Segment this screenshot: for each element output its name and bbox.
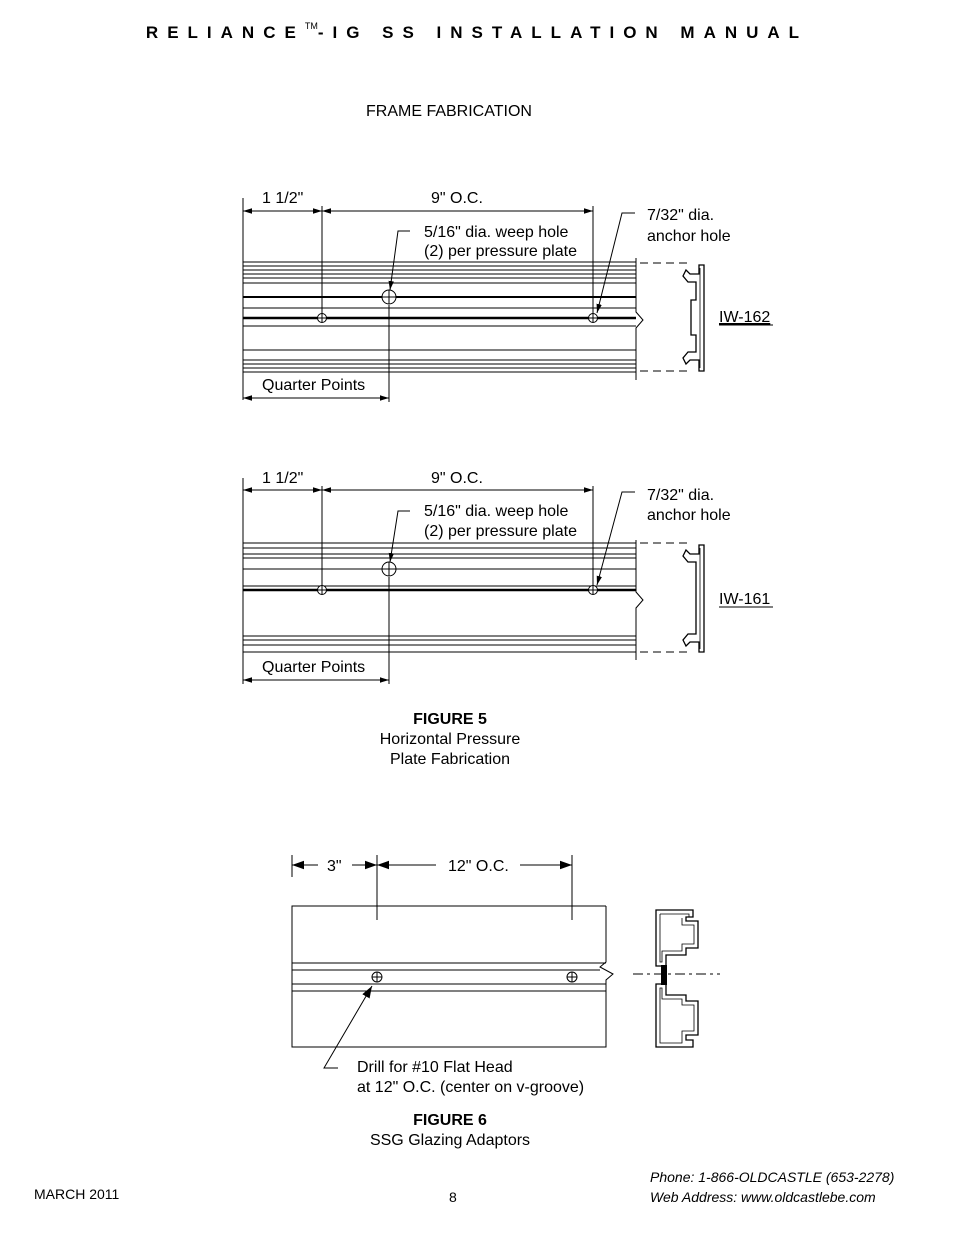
header-title-post: -IG SS INSTALLATION MANUAL — [317, 23, 809, 42]
dim-spacing-label: 9" O.C. — [431, 470, 483, 487]
footer-phone: Phone: 1-866-OLDCASTLE (653-2278) — [650, 1169, 895, 1185]
weep-hole-label-1: 5/16" dia. weep hole — [424, 224, 569, 241]
pressure-plate-diagram-iw162 — [243, 190, 773, 402]
figure-6-caption-line1: SSG Glazing Adaptors — [369, 1132, 531, 1149]
part-number-label: IW-162 — [719, 309, 771, 326]
footer-date: MARCH 2011 — [34, 1186, 120, 1202]
figure-5-caption-line2: Plate Fabrication — [389, 751, 511, 768]
page-number: 8 — [449, 1189, 457, 1205]
dim-spacing-label: 12" O.C. — [448, 858, 509, 875]
dim-left-label: 1 1/2" — [262, 470, 304, 487]
drill-label-2: at 12" O.C. (center on v-groove) — [357, 1079, 585, 1096]
anchor-hole-label-2: anchor hole — [647, 507, 731, 524]
footer-web: Web Address: www.oldcastlebe.com — [650, 1189, 876, 1205]
weep-hole-label-2: (2) per pressure plate — [424, 523, 577, 540]
weep-hole-label-1: 5/16" dia. weep hole — [424, 503, 569, 520]
anchor-hole-label-1: 7/32" dia. — [647, 487, 715, 504]
quarter-points-label: Quarter Points — [262, 377, 366, 394]
weep-hole — [382, 562, 396, 576]
figure-5-caption-line1: Horizontal Pressure — [379, 731, 521, 748]
pressure-plate-diagram-iw161 — [243, 470, 773, 684]
dim-left-label: 3" — [327, 858, 342, 875]
weep-hole-label-2: (2) per pressure plate — [424, 243, 577, 260]
drill-label-1: Drill for #10 Flat Head — [357, 1059, 513, 1076]
screw-hole — [372, 972, 577, 982]
figure-6-caption — [0, 1111, 900, 1151]
quarter-points-label: Quarter Points — [262, 659, 366, 676]
anchor-hole-label-2: anchor hole — [647, 228, 731, 245]
ssg-glazing-adaptor-diagram — [292, 855, 720, 1096]
figure-5-caption — [0, 710, 900, 770]
part-number-label: IW-161 — [719, 591, 771, 608]
dim-spacing-label: 9" O.C. — [431, 190, 483, 207]
section-title: FRAME FABRICATION — [366, 103, 532, 120]
dim-left-label: 1 1/2" — [262, 190, 304, 207]
figure-6-title: FIGURE 6 — [413, 1112, 487, 1129]
weep-hole — [382, 290, 396, 304]
figure-5-title: FIGURE 5 — [413, 711, 487, 728]
trademark-mark: TM — [304, 21, 318, 31]
header-title-pre: RELIANCE — [145, 23, 305, 42]
iw162-profile — [683, 265, 704, 371]
anchor-hole-label-1: 7/32" dia. — [647, 207, 715, 224]
iw161-profile — [683, 545, 704, 652]
